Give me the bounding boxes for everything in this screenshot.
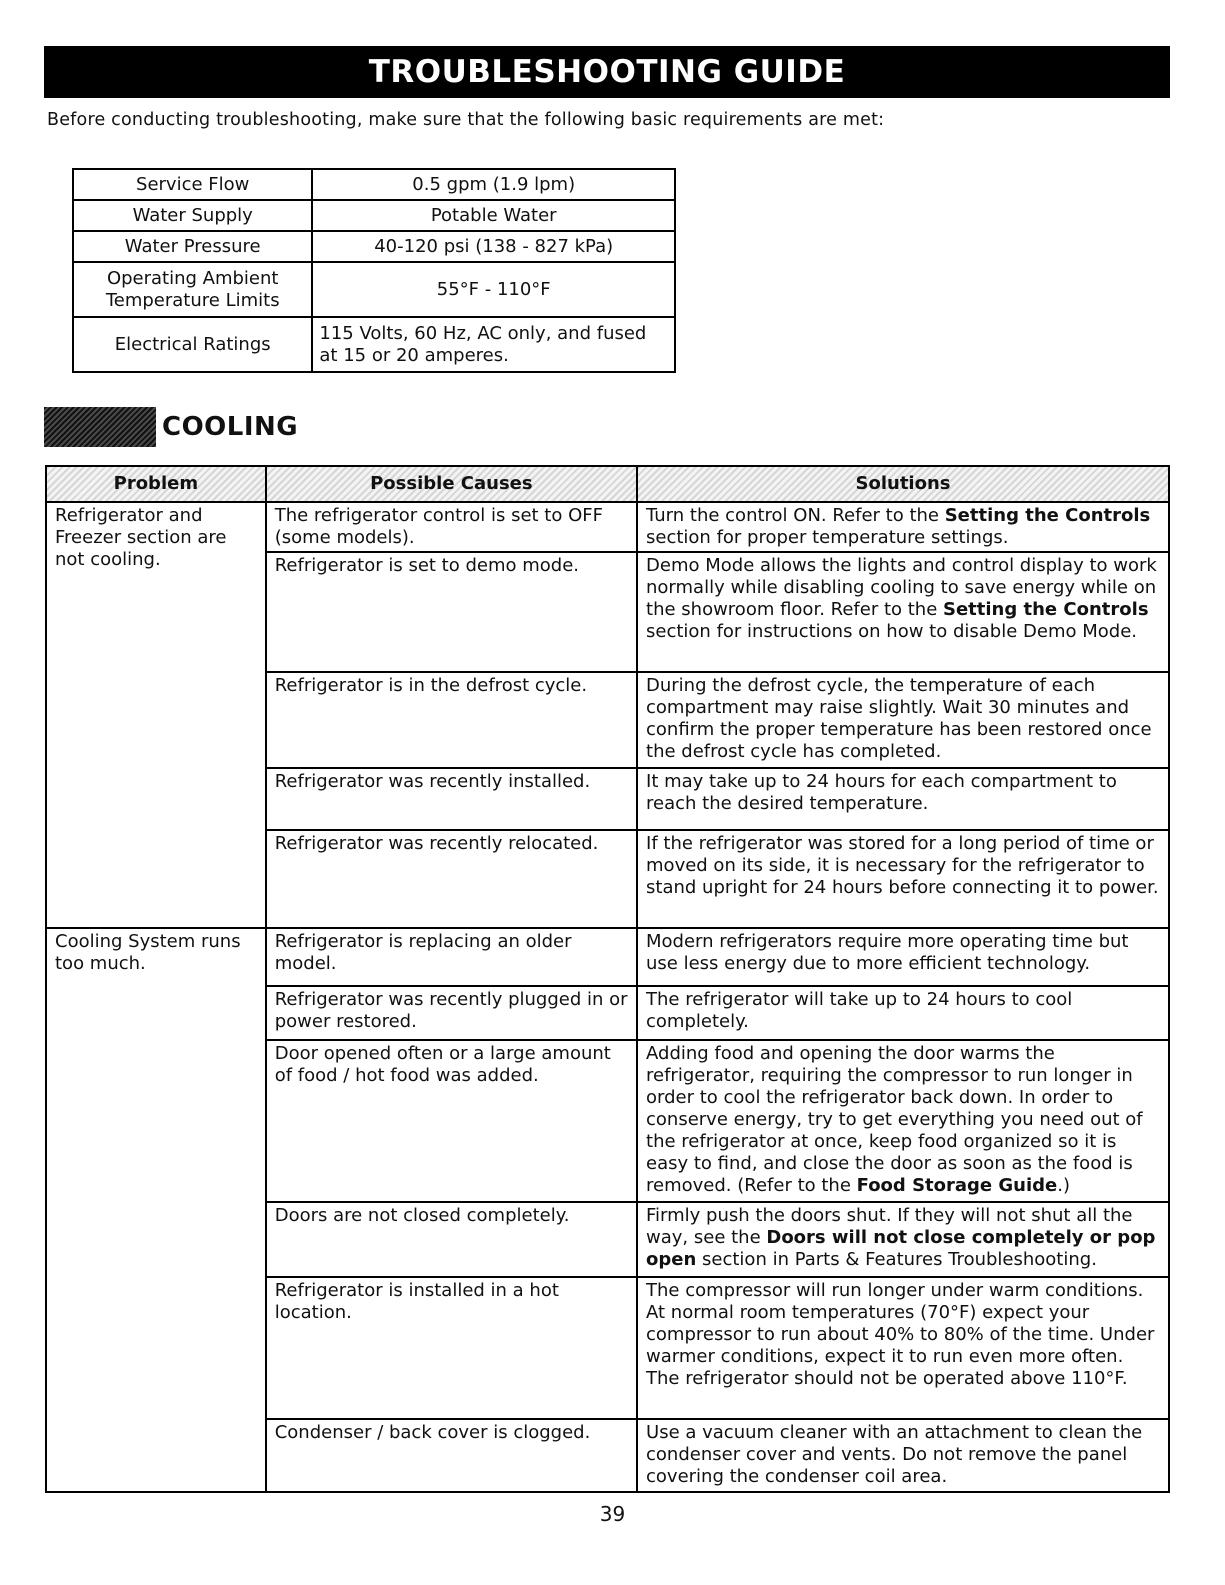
cause-cell: Doors are not closed completely.: [266, 1202, 637, 1277]
intro-text: Before conducting troubleshooting, make sure that the following basic requirements are met:: [47, 110, 885, 130]
cooling-table: [45, 465, 1170, 1493]
requirement-label: Operating Ambient Temperature Limits: [73, 262, 312, 317]
page-title: TROUBLESHOOTING GUIDE: [44, 46, 1170, 98]
solution-cell: The refrigerator will take up to 24 hours to cool completely.: [637, 986, 1169, 1040]
cause-cell: Refrigerator was recently installed.: [266, 768, 637, 830]
cause-cell: Refrigerator was recently plugged in or power restored.: [266, 986, 637, 1040]
solution-cell: Use a vacuum cleaner with an attachment to clean the condenser cover and vents. Do not remove the panel covering the condenser coil area.: [637, 1419, 1169, 1492]
requirement-row: [73, 200, 675, 231]
table-row: [46, 928, 1169, 986]
requirement-label: Water Pressure: [73, 231, 312, 262]
section-title: COOLING: [162, 412, 299, 442]
requirement-value: 55°F - 110°F: [312, 262, 675, 317]
section-marker: [44, 407, 156, 447]
cause-cell: Condenser / back cover is clogged.: [266, 1419, 637, 1492]
requirement-value: 40-120 psi (138 - 827 kPa): [312, 231, 675, 262]
solution-cell: Demo Mode allows the lights and control display to work normally while disabling cooling to save energy while on the showroom floor. Refer to the Setting the Controls section for instructions on how to disable Demo Mode.: [637, 552, 1169, 672]
cause-cell: Refrigerator is in the defrost cycle.: [266, 672, 637, 768]
table-row: [46, 502, 1169, 552]
cause-cell: The refrigerator control is set to OFF (some models).: [266, 502, 637, 552]
requirement-row: [73, 262, 675, 317]
cause-cell: Refrigerator is installed in a hot location.: [266, 1277, 637, 1419]
requirement-row: [73, 317, 675, 372]
requirement-row: [73, 169, 675, 200]
solution-cell: During the defrost cycle, the temperature of each compartment may raise slightly. Wait 30 minutes and confirm the proper temperature has been restored once the defrost cycle has completed.: [637, 672, 1169, 768]
cause-cell: Refrigerator is replacing an older model.: [266, 928, 637, 986]
solution-cell: The compressor will run longer under warm conditions. At normal room temperatures (70°F) expect your compressor to run about 40% to 80% of the time. Under warmer conditions, expect it to run even more often. The refrigerator should not be operated above 110°F.: [637, 1277, 1169, 1419]
page-number: 39: [599, 1502, 626, 1526]
header-problem: Problem: [46, 466, 266, 502]
solution-cell: Modern refrigerators require more operating time but use less energy due to more efficient technology.: [637, 928, 1169, 986]
header-causes: Possible Causes: [266, 466, 637, 502]
section-header: [44, 405, 298, 449]
cause-cell: Door opened often or a large amount of food / hot food was added.: [266, 1040, 637, 1202]
requirements-table: [72, 168, 676, 373]
requirement-row: [73, 231, 675, 262]
requirement-label: Service Flow: [73, 169, 312, 200]
solution-cell: If the refrigerator was stored for a long period of time or moved on its side, it is necessary for the refrigerator to stand upright for 24 hours before connecting it to power.: [637, 830, 1169, 928]
problem-cell: Refrigerator and Freezer section are not cooling.: [46, 502, 266, 928]
header-solutions: Solutions: [637, 466, 1169, 502]
solution-cell: It may take up to 24 hours for each compartment to reach the desired temperature.: [637, 768, 1169, 830]
solution-cell: Firmly push the doors shut. If they will not shut all the way, see the Doors will not close completely or pop open section in Parts & Features Troubleshooting.: [637, 1202, 1169, 1277]
requirement-value: Potable Water: [312, 200, 675, 231]
problem-cell: Cooling System runs too much.: [46, 928, 266, 1492]
cause-cell: Refrigerator was recently relocated.: [266, 830, 637, 928]
solution-cell: Adding food and opening the door warms the refrigerator, requiring the compressor to run longer in order to cool the refrigerator back down. In order to conserve energy, try to get everything you need out of the refrigerator at once, keep food organized so it is easy to find, and close the door as soon as the food is removed. (Refer to the Food Storage Guide.): [637, 1040, 1169, 1202]
requirement-value: 115 Volts, 60 Hz, AC only, and fused at 15 or 20 amperes.: [312, 317, 675, 372]
requirement-label: Water Supply: [73, 200, 312, 231]
requirement-value: 0.5 gpm (1.9 lpm): [312, 169, 675, 200]
solution-cell: Turn the control ON. Refer to the Setting the Controls section for proper temperature settings.: [637, 502, 1169, 552]
requirement-label: Electrical Ratings: [73, 317, 312, 372]
cause-cell: Refrigerator is set to demo mode.: [266, 552, 637, 672]
